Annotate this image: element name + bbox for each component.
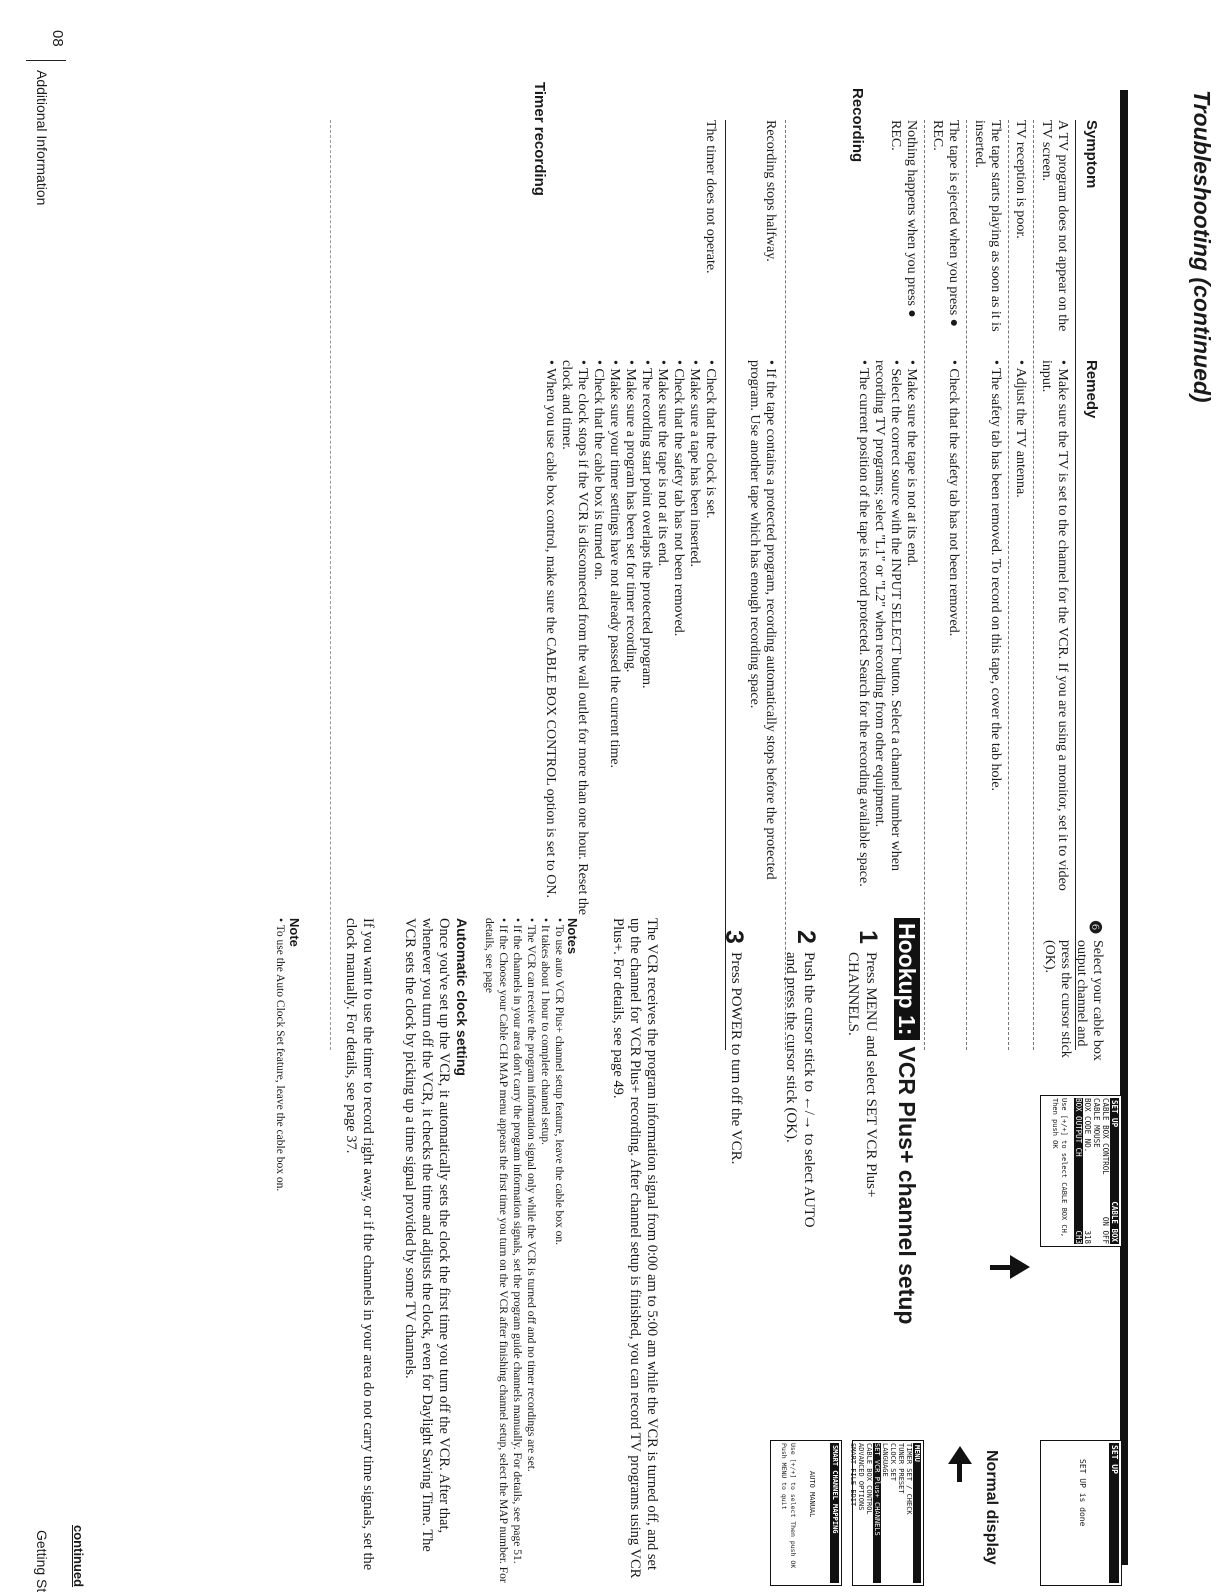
step2-number: 2 bbox=[792, 930, 820, 944]
row-remedy-timer: • Check that the clock is set. • Make sure a tape has been inserted. • Check that the safety tab has not been removed. • Make sure the tape is not at its end. • The recording start point overlaps the protected program. • Make sure a program has been set for timer recording. • Make sure your timer settings have not already passed the current time. • Check that the cable box is turned on. • The clock stops if the VCR is disconnected from the wall outlet for more than one hour. Reset the clock and timer. • When you use cable box control, make sure the CABLE BOX CONTROL option is set to ON. bbox=[543, 360, 718, 915]
note-title: Note bbox=[287, 918, 302, 947]
row-symptom-timer: The timer does not operate. bbox=[703, 120, 718, 274]
row-divider-2 bbox=[1008, 120, 1009, 1050]
row-divider-1 bbox=[1033, 120, 1034, 1050]
step0-marker: ❻ bbox=[1086, 920, 1103, 935]
row-remedy-1: • Make sure the TV is set to the channel for the VCR. If you are using a monitor, set it to video input. bbox=[1039, 360, 1070, 891]
footer-additional-information: Additional Information bbox=[34, 70, 50, 206]
row-symptom-3: The tape starts playing as soon as it is inserted. bbox=[972, 120, 1003, 332]
section-label-timer-recording: Timer recording bbox=[531, 82, 548, 196]
program-info-paragraph: The VCR receives the program information signal from 0:00 am to 5:00 am while the VCR is turned off, and set up the channel for VCR Plus+ recording. After channel setup is finished, you can record TV programs using VCR Plus+. For details, see page 49. bbox=[610, 918, 660, 1579]
cable-screen-header-right: CABLE BOX bbox=[1110, 1201, 1119, 1242]
arrow-down-icon bbox=[1010, 1255, 1030, 1279]
section-divider bbox=[725, 120, 726, 1050]
auto-clock-paragraph: Once you've set up the VCR, it automatically sets the clock the first time you turn off the VCR. After that, whenever you turn off the VCR, it checks the time and adjusts the clock, even for Daylight Saving Time. The VCR sets the clock by picking up a time signal provided by some TV channels. bbox=[402, 918, 452, 1552]
row-divider-5 bbox=[785, 120, 786, 1050]
screen-smart-channel bbox=[770, 1440, 842, 1586]
row-symptom-2: TV reception is poor. bbox=[1013, 120, 1028, 239]
smart-channel-options: AUTO MANUAL bbox=[808, 1471, 816, 1518]
menu-line-1: TIMER SET / CHECK bbox=[905, 1443, 913, 1515]
cable-value-1: ON OFF bbox=[1101, 1216, 1110, 1244]
step2-text: Push the cursor stick to ←/→ to select AUTO and press the cursor stick (OK). bbox=[783, 952, 817, 1228]
symptom-column-header: Symptom bbox=[1083, 120, 1100, 189]
page-number: 08 bbox=[49, 30, 66, 47]
smart-channel-header: SMART CHANNEL MAPPING bbox=[830, 1443, 839, 1583]
screen-setup-done bbox=[1040, 1440, 1122, 1586]
step3-text: Press POWER to turn off the VCR. bbox=[728, 952, 744, 1165]
left-arrow-shaft bbox=[957, 1464, 962, 1482]
menu-line-8: SMART FILE EDIT bbox=[849, 1443, 857, 1507]
step0-text: Select your cable box output channel and press the cursor stick (OK). bbox=[1042, 940, 1105, 1061]
timer-dash-rule bbox=[330, 120, 331, 1050]
footer-getting-started: Getting St bbox=[34, 1530, 50, 1592]
cable-line-2: CABLE MOUSE bbox=[1092, 1098, 1101, 1148]
step1-number: 1 bbox=[854, 930, 882, 944]
note-item: • It takes about 1 hour to complete channel setup. bbox=[539, 918, 551, 1145]
cable-screen-footer: Use [+/+] to select CABLE BOX CH, Then push OK bbox=[1051, 1098, 1068, 1238]
left-arrow-icon bbox=[948, 1446, 972, 1464]
continued-label: continued bbox=[71, 1525, 86, 1588]
notes-title: Notes bbox=[565, 918, 580, 955]
row-remedy-2: • Adjust the TV antenna. bbox=[1013, 360, 1028, 498]
menu-line-7: ADVANCED OPTIONS bbox=[857, 1443, 865, 1511]
normal-display-label: Normal display bbox=[983, 1450, 1000, 1565]
menu-line-3: CLOCK SET bbox=[889, 1443, 897, 1481]
note-item: • If the channels in your area don't carry the program information signals, set the program guide channels manually. For details, see page 51. bbox=[511, 918, 523, 1564]
setup-done-header: SET UP bbox=[1109, 1443, 1119, 1583]
section-label-recording: Recording bbox=[849, 88, 866, 163]
page-top-rule bbox=[1120, 90, 1128, 1565]
hookup-title bbox=[893, 918, 920, 1324]
menu-line-2: TUNER PRESET bbox=[897, 1443, 905, 1494]
row-symptom-1: A TV program does not appear on the TV screen. bbox=[1039, 120, 1070, 332]
remedy-column-header: Remedy bbox=[1083, 360, 1100, 419]
row-remedy-3: • The safety tab has been removed. To record on this tape, cover the tab hole. bbox=[988, 360, 1003, 792]
row-remedy-4: • Check that the safety tab has not been removed. bbox=[946, 360, 961, 637]
arrow-shaft bbox=[990, 1265, 1012, 1270]
step3-number: 3 bbox=[720, 930, 748, 944]
screen-menu bbox=[849, 1440, 924, 1586]
menu-line-4: LANGUAGE bbox=[881, 1443, 889, 1477]
cable-line-4: BOX OUTPUT CH bbox=[1074, 1098, 1083, 1157]
row-remedy-6: • If the tape contains a protected program, recording automatically stops before the protected program. Use another tape which has enough recording space. bbox=[747, 360, 778, 880]
note-text: • To use the Auto Clock Set feature, leave the cable box on. bbox=[274, 918, 286, 1192]
cable-value-4: CH3 bbox=[1074, 1230, 1083, 1244]
menu-line-6: CABLE BOX CONTROL bbox=[865, 1443, 873, 1515]
row-symptom-6: Recording stops halfway. bbox=[763, 120, 778, 262]
note-item: • To use auto VCR Plus+ channel setup feature, leave the cable box on. bbox=[553, 918, 565, 1246]
timer-paragraph: If you want to use the timer to record right away, or if the channels in your area do not carry time signals, set the clock manually. For details, see page 37. bbox=[343, 918, 376, 1571]
header-rule bbox=[1075, 120, 1076, 1050]
smart-channel-footer: Use [+/+] to select Then push OK Push MENU to quit bbox=[780, 1443, 797, 1569]
note-item: • The VCR can receive the program information signal only while the VCR is turned off and no timer recordings are set. bbox=[525, 918, 537, 1472]
page-title: Troubleshooting (continued) bbox=[1189, 90, 1215, 403]
row-divider-4 bbox=[924, 120, 925, 1050]
note-item: • If the Choose your Cable CH MAP menu appears the first time you turn on the VCR after finishing channel setup, select the MAP number. For details, see page bbox=[483, 918, 509, 1583]
row-symptom-5: Nothing happens when you press ● REC. bbox=[888, 120, 919, 318]
hookup-title-text: VCR Plus+ channel setup bbox=[894, 1046, 920, 1325]
menu-header: MENU bbox=[913, 1443, 921, 1583]
row-remedy-5: • Make sure the tape is not at its end. • Select the correct source with the INPUT SELECT button. Select a channel number when recording TV programs; select "L1" or "L2" when recording from other equipment. • The current position of the tape is record protected. Search for the recording available space. bbox=[856, 360, 919, 887]
auto-clock-title: Automatic clock setting bbox=[454, 918, 470, 1076]
row-divider-3 bbox=[966, 120, 967, 1050]
menu-line-5: SET VCR Plus+ CHANNELS bbox=[873, 1443, 881, 1583]
row-symptom-4: The tape is ejected when you press ● REC. bbox=[930, 120, 961, 328]
step1-text: Press MENU and select SET VCR Plus+ CHANNELS. bbox=[845, 952, 879, 1198]
notes-list bbox=[482, 918, 566, 1584]
cable-screen-header: SET UP bbox=[1110, 1100, 1119, 1128]
cable-line-3: BOX CODE NO. bbox=[1083, 1098, 1092, 1153]
hookup-badge: Hookup 1: bbox=[894, 918, 920, 1040]
screen-cable-box bbox=[1040, 1095, 1122, 1247]
cable-value-3: 318 bbox=[1083, 1230, 1092, 1244]
cable-line-1: CABLE BOX CONTROL bbox=[1101, 1098, 1110, 1175]
page-number-rule bbox=[26, 60, 66, 61]
setup-done-line: SET UP is done bbox=[1078, 1459, 1087, 1527]
